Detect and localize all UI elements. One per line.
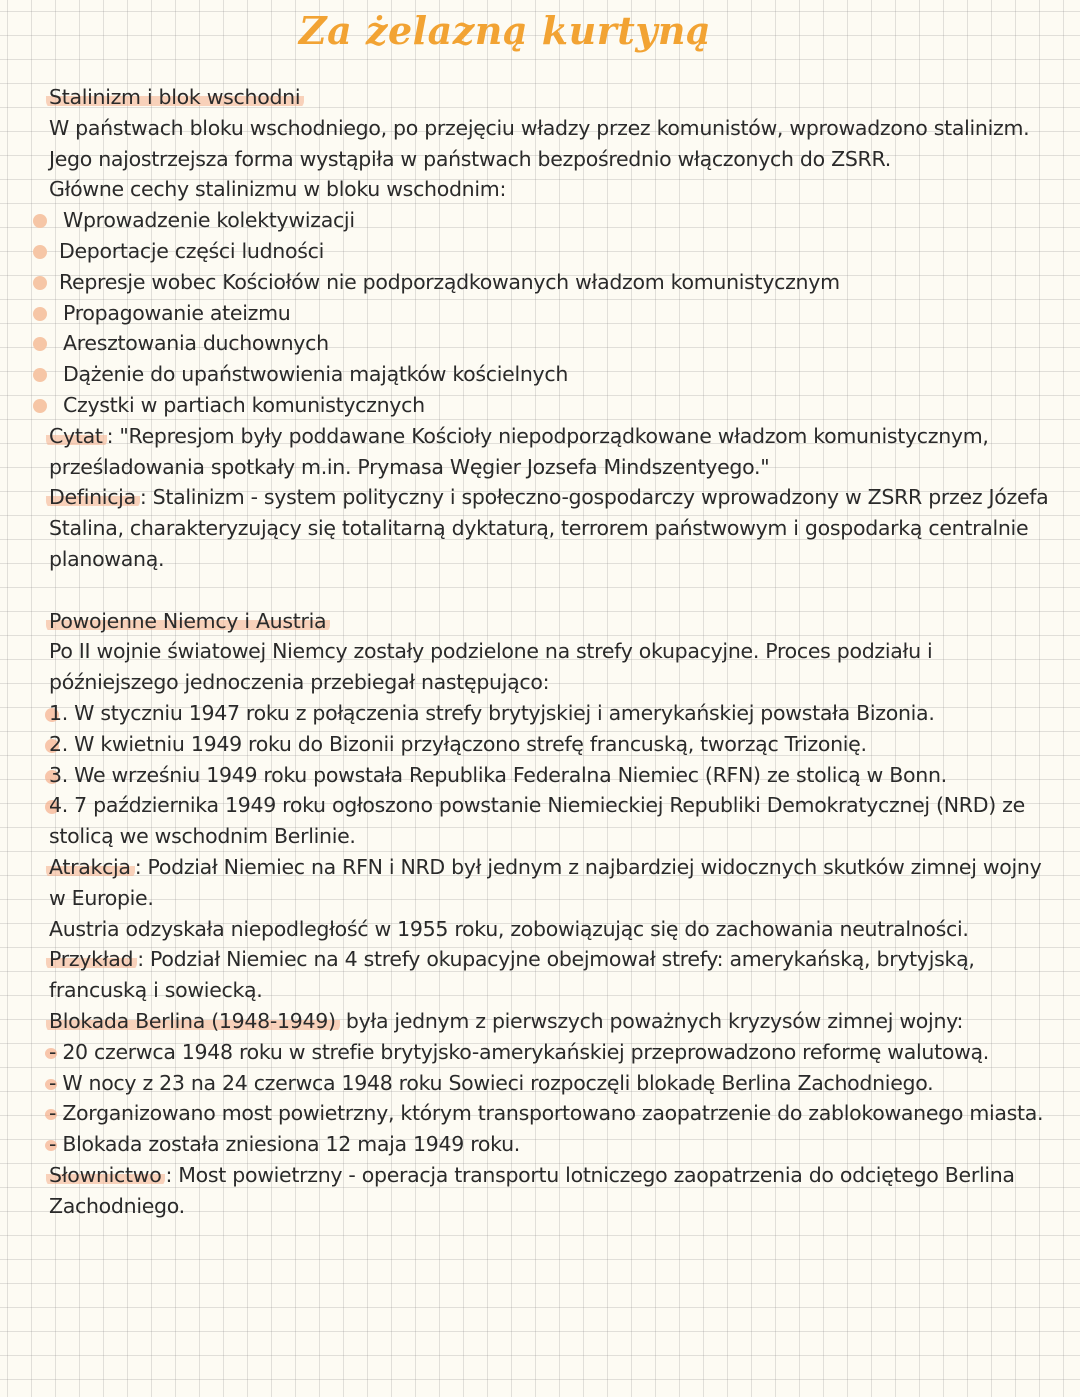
bullet-dot-icon: [33, 245, 47, 259]
section-heading-niemcy: Powojenne Niemcy i Austria: [49, 606, 1059, 637]
blockade-line: Blokada Berlina (1948-1949) była jednym z pierwszych poważnych kryzysów zimnej wojny:: [49, 1006, 1059, 1037]
bullet-item: Aresztowania duchownych: [49, 328, 1059, 359]
paragraph-line: Po II wojnie światowej Niemcy zostały podzielone na strefy okupacyjne. Proces podziału i: [49, 639, 933, 664]
quote-label: Cytat: [46, 424, 107, 448]
paragraph-line: Austria odzyskała niepodległość w 1955 roku, zobowiązując się do zachowania neutralności.: [49, 916, 969, 941]
numbered-item: 1. W styczniu 1947 roku z połączenia strefy brytyjskiej i amerykańskiej powstała Bizonia.: [49, 698, 1059, 729]
vocab-line: Słownictwo : Most powietrzny - operacja transportu lotniczego zaopatrzenia do odciętego Berlina: [49, 1160, 1059, 1191]
definition-line: Stalina, charakteryzujący się totalitarną dyktaturą, terrorem państwowym i gospodarką centralnie: [49, 516, 1029, 541]
bullet-dot-icon: [33, 307, 47, 321]
bullet-item: Wprowadzenie kolektywizacji: [49, 205, 1059, 236]
quote-line: prześladowania spotkały m.in. Prymasa Węgier Jozsefa Mindszentyego.": [49, 454, 770, 479]
dash-item: - W nocy z 23 na 24 czerwca 1948 roku Sowieci rozpoczęli blokadę Berlina Zachodniego.: [49, 1068, 1059, 1099]
bullet-item: Deportacje części ludności: [49, 236, 1059, 267]
numbered-item: 2. W kwietniu 1949 roku do Bizonii przyłączono strefę francuską, tworząc Trizonię.: [49, 729, 1059, 760]
example-line: Przykład : Podział Niemiec na 4 strefy okupacyjne obejmował strefy: amerykańską, brytyjską,: [49, 944, 1059, 975]
quote-line: Cytat : "Represjom były poddawane Kościoły niepodporządkowane władzom komunistycznym,: [49, 421, 1059, 452]
example-line: francuską i sowiecką.: [49, 978, 263, 1003]
bullet-item: Propagowanie ateizmu: [49, 298, 1059, 329]
definition-label: Definicja: [46, 485, 140, 509]
bullet-item: Represje wobec Kościołów nie podporządkowanych władzom komunistycznym: [49, 267, 1059, 298]
paragraph-line: Jego najostrzejsza forma wystąpiła w państwach bezpośrednio włączonych do ZSRR.: [49, 146, 891, 171]
blockade-label: Blokada Berlina (1948-1949): [46, 1009, 340, 1033]
page-title: Za żelazną kurtyną: [298, 8, 712, 53]
paragraph-line: późniejszego jednoczenia przebiegał następująco:: [49, 670, 550, 695]
attraction-line: w Europie.: [49, 885, 154, 910]
dash-item: - Blokada została zniesiona 12 maja 1949 roku.: [49, 1129, 1059, 1160]
bullet-dot-icon: [33, 368, 47, 382]
notes-content: [49, 82, 1059, 1221]
definition-line: planowaną.: [49, 546, 165, 571]
paragraph-line: Główne cechy stalinizmu w bloku wschodnim:: [49, 177, 507, 202]
bullet-item: Dążenie do upaństwowienia majątków kościelnych: [49, 359, 1059, 390]
attraction-line: Atrakcja : Podział Niemiec na RFN i NRD był jednym z najbardziej widocznych skutków zimnej wojny: [49, 852, 1059, 883]
numbered-item: 4. 7 października 1949 roku ogłoszono powstanie Niemieckiej Republiki Demokratycznej (NRD) ze: [49, 790, 1059, 821]
bullet-dot-icon: [33, 337, 47, 351]
bullet-dot-icon: [33, 399, 47, 413]
paragraph-line: W państwach bloku wschodniego, po przejęciu władzy przez komunistów, wprowadzono stalinizm.: [49, 115, 1030, 140]
definition-line: Definicja : Stalinizm - system polityczny i społeczno-gospodarczy wprowadzony w ZSRR przez Józefa: [49, 482, 1059, 513]
vocab-label: Słownictwo: [46, 1163, 165, 1187]
bullet-dot-icon: [33, 276, 47, 290]
vocab-line: Zachodniego.: [49, 1193, 185, 1218]
numbered-item-continued: stolicą we wschodnim Berlinie.: [49, 824, 356, 849]
bullet-dot-icon: [33, 214, 47, 228]
attraction-label: Atrakcja: [46, 855, 135, 879]
bullet-item: Czystki w partiach komunistycznych: [49, 390, 1059, 421]
dash-item: - 20 czerwca 1948 roku w strefie brytyjsko-amerykańskiej przeprowadzono reformę walutową.: [49, 1037, 1059, 1068]
dash-item: - Zorganizowano most powietrzny, którym transportowano zaopatrzenie do zablokowanego miasta.: [49, 1098, 1059, 1129]
example-label: Przykład: [46, 947, 137, 971]
numbered-item: 3. We wrześniu 1949 roku powstała Republika Federalna Niemiec (RFN) ze stolicą w Bonn.: [49, 760, 1059, 791]
section-heading-stalinizm: Stalinizm i blok wschodni: [49, 82, 1059, 113]
